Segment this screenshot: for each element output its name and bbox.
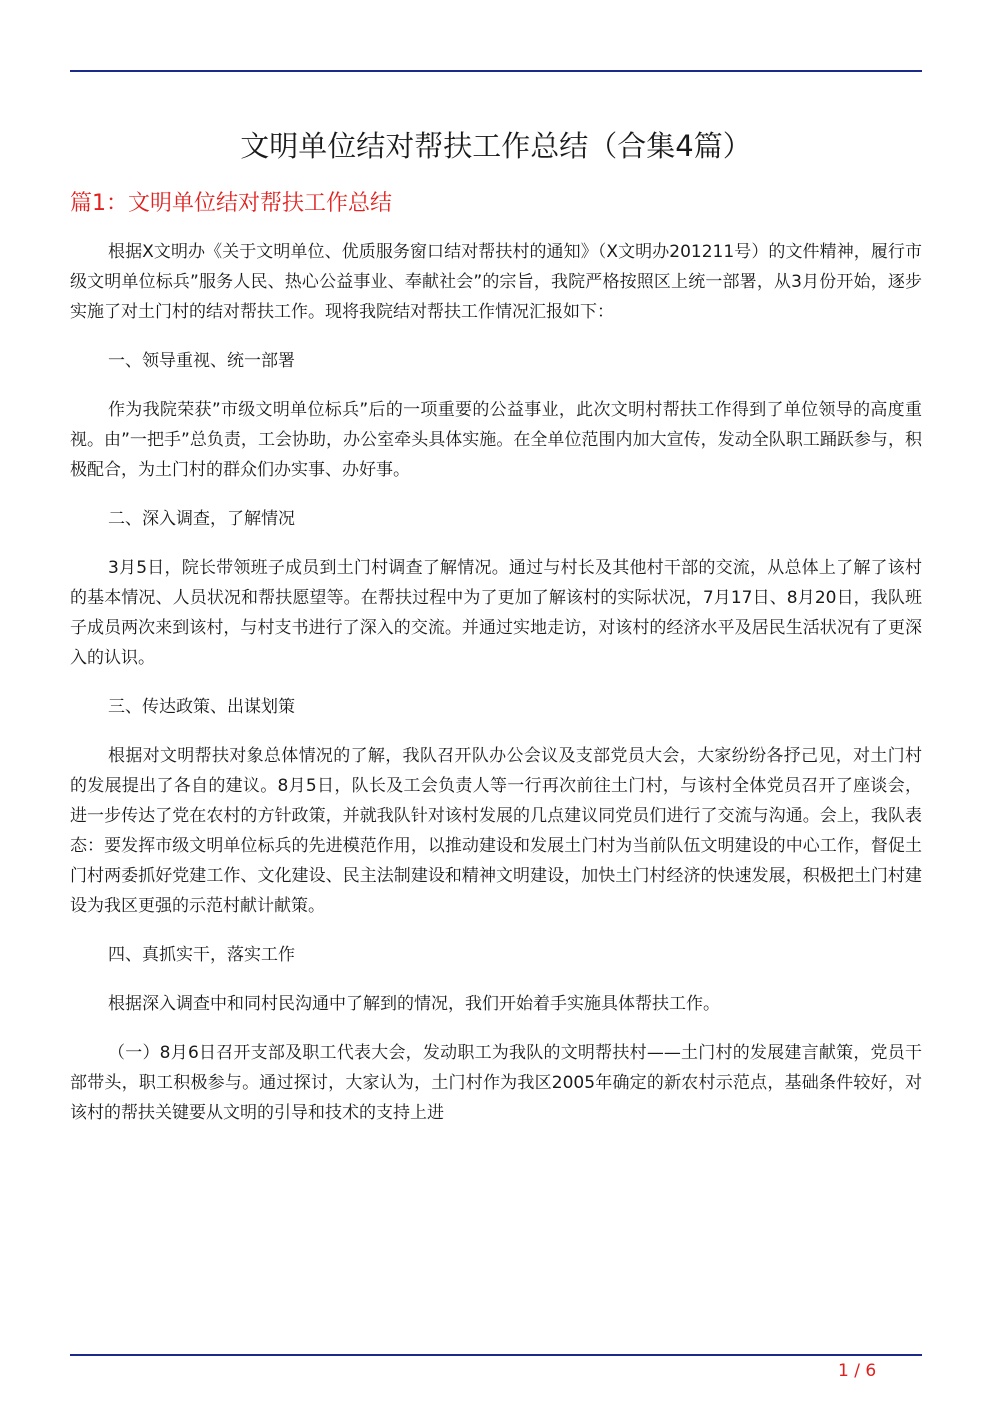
paragraph-intro: 根据X文明办《关于文明单位、优质服务窗口结对帮扶村的通知》（X文明办201211号）的文件精神，履行市级文明单位标兵”服务人民、热心公益事业、奉献社会”的宗旨，我院严格按照区上统一部署，从3月份开始，逐步实施了对土门村的结对帮扶工作。现将我院结对帮扶工作情况汇报如下：	[70, 242, 922, 322]
heading-four: 四、真抓实干，落实工作	[108, 945, 295, 965]
heading-two: 二、深入调查，了解情况	[108, 509, 295, 529]
section-title: 篇1：文明单位结对帮扶工作总结	[70, 191, 392, 216]
document-body	[70, 237, 922, 1147]
header-rule	[70, 70, 922, 72]
paragraph-leadership: 作为我院荣获”市级文明单位标兵”后的一项重要的公益事业，此次文明村帮扶工作得到了单位领导的高度重视。由”一把手”总负责，工会协助，办公室牵头具体实施。在全单位范围内加大宣传，发动全队职工踊跃参与，积极配合，为土门村的群众们办实事、办好事。	[70, 400, 922, 480]
paragraph-policy: 根据对文明帮扶对象总体情况的了解，我队召开队办公会议及支部党员大会，大家纷纷各抒己见，对土门村的发展提出了各自的建议。8月5日，队长及工会负责人等一行再次前往土门村，与该村全体党员召开了座谈会，进一步传达了党在农村的方针政策，并就我队针对该村发展的几点建议同党员们进行了交流与沟通。会上，我队表态：要发挥市级文明单位标兵的先进模范作用，以推动建设和发展土门村为当前队伍文明建设的中心工作，督促土门村两委抓好党建工作、文化建设、民主法制建设和精神文明建设，加快土门村经济的快速发展，积极把土门村建设为我区更强的示范村献计献策。	[70, 746, 922, 916]
paragraph-implementation: 根据深入调查中和同村民沟通中了解到的情况，我们开始着手实施具体帮扶工作。	[108, 994, 720, 1014]
paragraph-meeting: （一）8月6日召开支部及职工代表大会，发动职工为我队的文明帮扶村——土门村的发展建言献策，党员干部带头，职工积极参与。通过探讨，大家认为，土门村作为我区2005年确定的新农村示范点，基础条件较好，对该村的帮扶关键要从文明的引导和技术的支持上进	[70, 1043, 922, 1123]
footer-rule	[70, 1354, 922, 1356]
heading-one: 一、领导重视、统一部署	[108, 351, 295, 371]
heading-three: 三、传达政策、出谋划策	[108, 697, 295, 717]
page-number: 1 / 6	[838, 1361, 877, 1381]
document-title: 文明单位结对帮扶工作总结（合集4篇）	[240, 129, 752, 163]
paragraph-investigation: 3月5日，院长带领班子成员到土门村调查了解情况。通过与村长及其他村干部的交流，从总体上了解了该村的基本情况、人员状况和帮扶愿望等。在帮扶过程中为了更加了解该村的实际状况，7月17日、8月20日，我队班子成员两次来到该村，与村支书进行了深入的交流。并通过实地走访，对该村的经济水平及居民生活状况有了更深入的认识。	[70, 558, 922, 668]
